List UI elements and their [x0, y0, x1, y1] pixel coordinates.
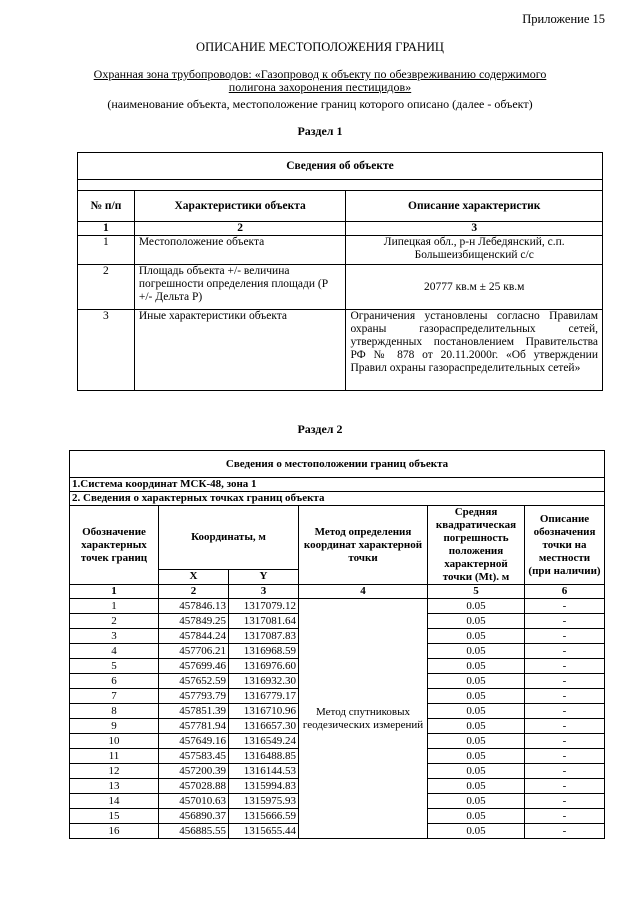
column-number: 5 — [428, 585, 525, 599]
point-error: 0.05 — [428, 794, 525, 809]
appendix-label: Приложение 15 — [522, 12, 605, 26]
object-table-title: Сведения об объекте — [78, 153, 603, 180]
header-number: № п/п — [78, 191, 135, 222]
point-y: 1315666.59 — [229, 809, 299, 824]
point-error: 0.05 — [428, 614, 525, 629]
header-coords: Координаты, м — [159, 506, 299, 570]
header-characteristic: Характеристики объекта — [134, 191, 346, 222]
point-y: 1316976.60 — [229, 659, 299, 674]
point-x: 457851.39 — [159, 704, 229, 719]
points-body — [70, 599, 605, 839]
point-description: - — [525, 599, 605, 614]
point-y: 1317087.83 — [229, 629, 299, 644]
header-error: Средняя квадратическая погрешность положения характерной точки (Mt). м — [428, 506, 525, 585]
point-x: 457849.25 — [159, 614, 229, 629]
header-point-description: Описание обозначения точки на местности (при наличии) — [525, 506, 605, 585]
point-y: 1316968.59 — [229, 644, 299, 659]
column-number: 4 — [299, 585, 428, 599]
point-x: 457583.45 — [159, 749, 229, 764]
column-number: 6 — [525, 585, 605, 599]
point-description: - — [525, 779, 605, 794]
point-description: - — [525, 824, 605, 839]
column-number: 3 — [346, 222, 603, 236]
point-description: - — [525, 764, 605, 779]
header-method: Метод определения координат характерной точки — [299, 506, 428, 585]
document-title: ОПИСАНИЕ МЕСТОПОЛОЖЕНИЯ ГРАНИЦ — [196, 40, 444, 54]
point-number: 9 — [70, 719, 159, 734]
point-y: 1316549.24 — [229, 734, 299, 749]
point-number: 13 — [70, 779, 159, 794]
point-x: 457200.39 — [159, 764, 229, 779]
section2-title: Раздел 2 — [297, 422, 343, 436]
point-error: 0.05 — [428, 764, 525, 779]
point-x: 457699.46 — [159, 659, 229, 674]
point-description: - — [525, 674, 605, 689]
point-number: 5 — [70, 659, 159, 674]
point-x: 457793.79 — [159, 689, 229, 704]
point-y: 1316932.30 — [229, 674, 299, 689]
point-description: - — [525, 734, 605, 749]
point-number: 2 — [70, 614, 159, 629]
row-characteristic: Местоположение объекта — [134, 236, 346, 265]
spacer-row — [78, 180, 603, 191]
point-x: 457781.94 — [159, 719, 229, 734]
point-y: 1316657.30 — [229, 719, 299, 734]
point-number: 6 — [70, 674, 159, 689]
point-error: 0.05 — [428, 704, 525, 719]
row-description: Липецкая обл., р-н Лебедянский, с.п. Большеизбищенский с/с — [346, 236, 603, 265]
point-description: - — [525, 749, 605, 764]
point-y: 1315994.83 — [229, 779, 299, 794]
boundary-table — [69, 450, 605, 839]
point-error: 0.05 — [428, 599, 525, 614]
point-y: 1315655.44 — [229, 824, 299, 839]
point-x: 457649.16 — [159, 734, 229, 749]
method-cell: Метод спутниковых геодезических измерений — [299, 599, 428, 839]
point-number: 4 — [70, 644, 159, 659]
object-name-line1: Охранная зона трубопроводов: «Газопровод к объекту по обезвреживанию содержимого — [93, 67, 547, 81]
row-number: 1 — [78, 236, 135, 265]
row-number: 3 — [78, 310, 135, 391]
point-y: 1316488.85 — [229, 749, 299, 764]
point-number: 8 — [70, 704, 159, 719]
object-note: (наименование объекта, местоположение границ которого описано (далее - объект) — [107, 97, 533, 111]
coord-system: 1.Система координат МСК-48, зона 1 — [70, 478, 605, 492]
point-number: 15 — [70, 809, 159, 824]
column-number: 1 — [70, 585, 159, 599]
point-error: 0.05 — [428, 824, 525, 839]
point-error: 0.05 — [428, 644, 525, 659]
column-number: 3 — [229, 585, 299, 599]
point-description: - — [525, 794, 605, 809]
point-description: - — [525, 659, 605, 674]
point-x: 457028.88 — [159, 779, 229, 794]
table-row — [78, 236, 603, 265]
point-description: - — [525, 809, 605, 824]
column-number: 1 — [78, 222, 135, 236]
row-characteristic: Иные характеристики объекта — [134, 310, 346, 391]
point-error: 0.05 — [428, 689, 525, 704]
point-description: - — [525, 704, 605, 719]
point-description: - — [525, 644, 605, 659]
table-row — [70, 599, 605, 614]
row-description: Ограничения установлены согласно Правилам охраны газораспределительных сетей, утвержденных постановлением Правительства РФ № 878 от 20.11.2000г. «Об утверждении Правил охраны газораспределительных сетей» — [346, 310, 603, 391]
point-error: 0.05 — [428, 674, 525, 689]
point-y: 1315975.93 — [229, 794, 299, 809]
point-number: 12 — [70, 764, 159, 779]
point-error: 0.05 — [428, 749, 525, 764]
table-row — [78, 265, 603, 310]
point-error: 0.05 — [428, 809, 525, 824]
point-error: 0.05 — [428, 719, 525, 734]
point-y: 1317081.64 — [229, 614, 299, 629]
header-x: X — [159, 569, 229, 584]
point-description: - — [525, 719, 605, 734]
point-number: 11 — [70, 749, 159, 764]
point-number: 1 — [70, 599, 159, 614]
point-description: - — [525, 689, 605, 704]
point-x: 457846.13 — [159, 599, 229, 614]
point-y: 1316710.96 — [229, 704, 299, 719]
row-description: 20777 кв.м ± 25 кв.м — [346, 265, 603, 310]
point-x: 457010.63 — [159, 794, 229, 809]
object-info-table — [77, 152, 603, 391]
column-number: 2 — [159, 585, 229, 599]
point-description: - — [525, 629, 605, 644]
point-x: 456885.55 — [159, 824, 229, 839]
object-name — [80, 68, 560, 94]
boundary-table-title: Сведения о местоположении границ объекта — [70, 451, 605, 478]
point-x: 457706.21 — [159, 644, 229, 659]
point-x: 457652.59 — [159, 674, 229, 689]
point-error: 0.05 — [428, 734, 525, 749]
point-number: 14 — [70, 794, 159, 809]
point-y: 1317079.12 — [229, 599, 299, 614]
point-number: 3 — [70, 629, 159, 644]
section1-title: Раздел 1 — [297, 124, 343, 138]
column-number: 2 — [134, 222, 346, 236]
header-y: Y — [229, 569, 299, 584]
point-number: 10 — [70, 734, 159, 749]
point-description: - — [525, 614, 605, 629]
point-y: 1316779.17 — [229, 689, 299, 704]
point-x: 457844.24 — [159, 629, 229, 644]
point-error: 0.05 — [428, 779, 525, 794]
point-x: 456890.37 — [159, 809, 229, 824]
header-designation: Обозначение характерных точек границ — [70, 506, 159, 585]
row-characteristic: Площадь объекта +/- величина погрешности определения площади (Р +/- Дельта Р) — [134, 265, 346, 310]
table-row — [78, 310, 603, 391]
point-number: 16 — [70, 824, 159, 839]
row-number: 2 — [78, 265, 135, 310]
object-name-line2: полигона захоронения пестицидов» — [228, 80, 412, 94]
point-error: 0.05 — [428, 659, 525, 674]
point-error: 0.05 — [428, 629, 525, 644]
header-description: Описание характеристик — [346, 191, 603, 222]
point-number: 7 — [70, 689, 159, 704]
point-y: 1316144.53 — [229, 764, 299, 779]
points-title: 2. Сведения о характерных точках границ объекта — [70, 492, 605, 506]
